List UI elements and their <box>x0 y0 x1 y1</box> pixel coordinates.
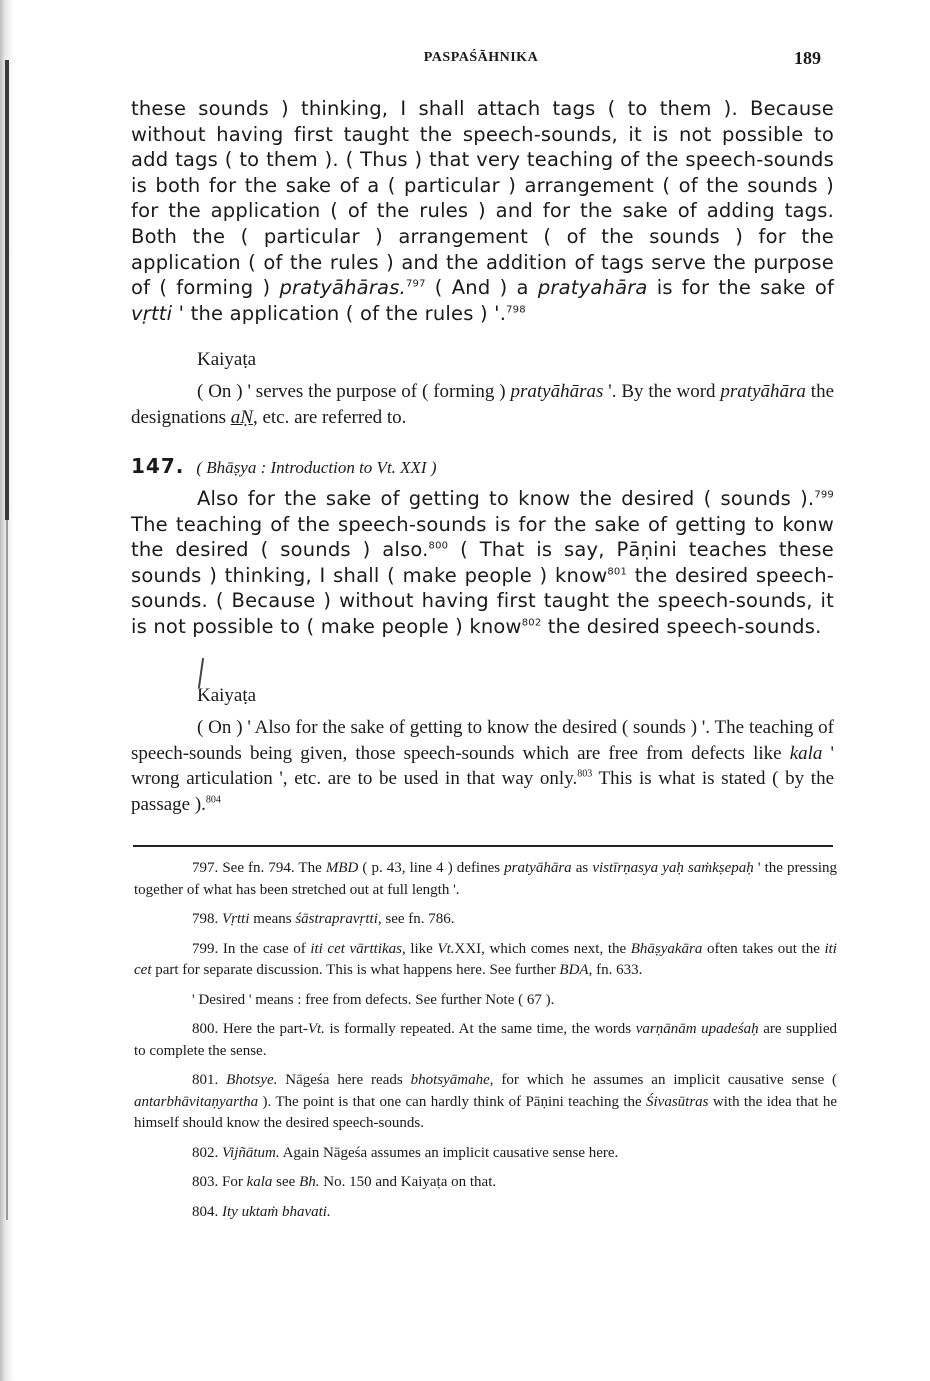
section-heading <box>131 454 834 478</box>
footnote-797: 797. See fn. 794. The MBD ( p. 43, line 4 ) defines pratyāhāra as vistīrṇasya yaḥ saṁkṣepaḥ ' the pressing together of what has been stretched out at full length '. <box>134 860 837 898</box>
opening-paragraph <box>131 96 834 326</box>
footnote-804: 804. Ity uktaṁ bhavati. <box>192 1203 331 1220</box>
page-header <box>131 50 831 74</box>
section-number: 147. <box>131 454 185 478</box>
kaiyata-heading: Kaiyaṭa <box>197 349 257 370</box>
pen-mark <box>198 658 204 688</box>
paragraph-text: these sounds ) thinking, I shall attach tags ( to them ). Because without having first taught the speech-sounds, it is not possible to add tags ( to them ). ( Thus ) that very teaching of the speech-sounds is both for the sake of a ( particular ) arrangement ( of the sounds ) for the application ( of the rules ) and for the sake of adding tags. Both the ( particular ) arrangement ( of the sounds ) for the application ( of the rules ) and the addition of tags serve the purpose of ( forming ) pratyāhāras.$^{797}$ ( And ) a pratyahāra is for the sake of vṛtti ' the application ( of the rules ) '.$^{798}$ <box>131 97 835 325</box>
footnote-802: 802. Vijñātum. Again Nāgeśa assumes an implicit causative sense here. <box>192 1144 619 1161</box>
scan-spine-edge-lower <box>6 520 8 1220</box>
footnote-800: 800. Here the part-Vt. is formally repeated. At the same time, the words varṇānām upadeśaḥ are supplied to complete the sense. <box>134 1021 837 1059</box>
page-number: 189 <box>794 48 821 68</box>
footnote-798: 798. Vṛtti means śāstrapravṛtti, see fn. 786. <box>192 911 455 927</box>
kaiyata-commentary-1 <box>131 349 834 430</box>
footnote-799: 799. In the case of iti cet vārttikas, like Vt.XXI, which comes next, the Bhāṣyakāra often takes out the iti cet part for separate discussion. This is what happens here. See further BDA, fn. 633. <box>134 940 837 978</box>
footnote-801: 801. Bhotsye. Nāgeśa here reads bhotsyāmahe, for which he assumes an implicit causative sense ( antarbhāvitaṇyartha ). The point is that one can hardly think of Pāṇini teaching the Śivasūtras with the idea that he himself should know the desired speech-sounds. <box>134 1072 837 1131</box>
scan-spine-edge <box>5 60 9 520</box>
kaiyata-text: ( On ) ' Also for the sake of getting to know the desired ( sounds ) '. The teaching of speech-sounds being given, those speech-sounds which are free from defects like kala ' wrong articulation ', etc. are to be used in that way only.$^{803}$ This is what is stated ( by the passage ).$^{804}$ <box>131 717 834 815</box>
footnotes <box>134 858 837 1231</box>
section-title: ( Bhāṣya : Introduction to Vt. XXI ) <box>196 458 437 477</box>
kaiyata-heading: Kaiyaṭa <box>197 685 257 706</box>
kaiyata-text: ( On ) ' serves the purpose of ( forming ) pratyāhāras '. By the word pratyāhāra the designations aṆ, etc. are referred to. <box>131 381 834 428</box>
footnote-divider <box>133 845 833 847</box>
bhasya-text: Also for the sake of getting to know the desired ( sounds ).$^{799}$ The teaching of the speech-sounds is for the sake of getting to konw the desired ( sounds ) also.$^{800}$ ( That is say, Pāṇini teaches these sounds ) thinking, I shall ( make people ) know$^{801}$ the desired speech-sounds. ( Because ) without having first taught the speech-sounds, it is not possible to ( make people ) know$^{802}$ the desired speech-sounds. <box>131 487 834 638</box>
footnote-803: 803. For kala see Bh. No. 150 and Kaiyaṭa on that. <box>192 1174 497 1190</box>
footnote-desired-note: ' Desired ' means : free from defects. See further Note ( 67 ). <box>192 991 555 1008</box>
kaiyata-commentary-2 <box>131 685 834 817</box>
running-title: PASPAŚĀHNIKA <box>423 50 539 65</box>
section-147 <box>131 454 834 640</box>
